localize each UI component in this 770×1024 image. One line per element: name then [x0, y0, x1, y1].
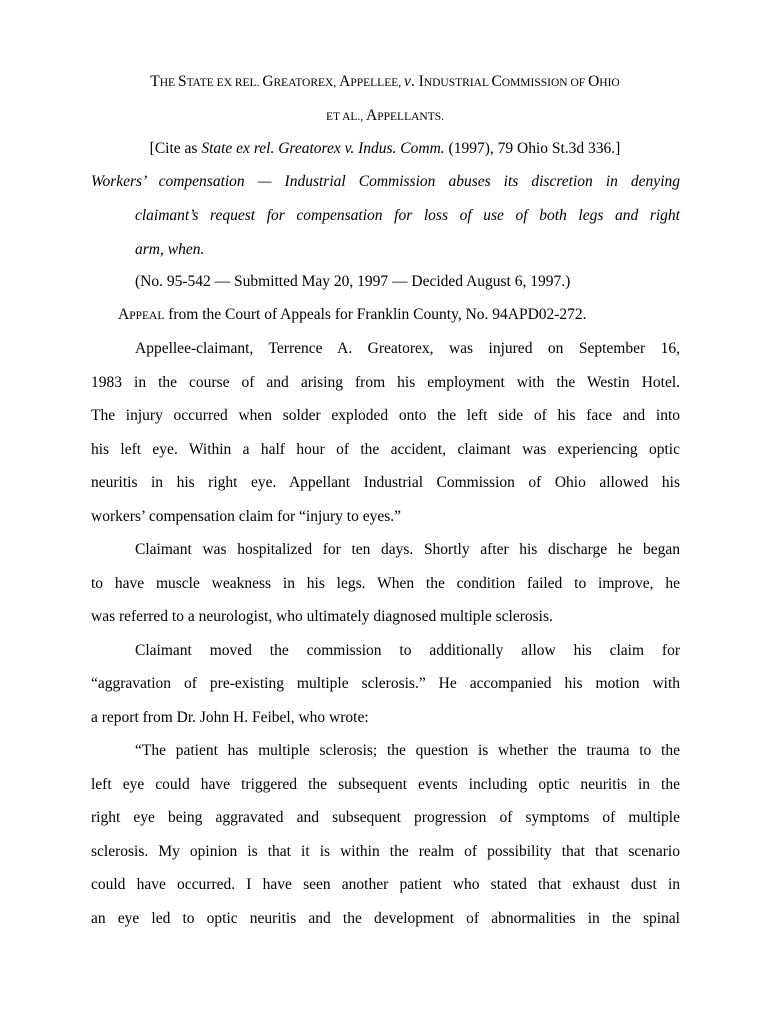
title-versus: v — [404, 73, 411, 90]
docket-line: (No. 95-542 — Submitted May 20, 1997 — Decided August 6, 1997.) — [135, 273, 571, 290]
body-line: an eye led to optic neuritis and the development of abnormalities in the spinal — [91, 910, 680, 927]
title-text: HE — [159, 77, 178, 89]
title-text: I — [418, 73, 424, 90]
body-line: left eye could have triggered the subsequent events including optic neuritis in the — [91, 776, 680, 793]
body-line: 1983 in the course of and arising from his employment with the Westin Hotel. — [91, 374, 680, 391]
body-line: to have muscle weakness in his legs. When the condition failed to improve, he — [91, 575, 680, 592]
title-text: PPELLEE, — [350, 77, 404, 89]
title-text: ET AL., — [325, 111, 367, 123]
body-line: sclerosis. My opinion is that it is within the realm of possibility that that scenario — [91, 843, 680, 860]
title-text: G — [262, 73, 274, 90]
title-text: A — [366, 107, 378, 124]
body-line: Appellee-claimant, Terrence A. Greatorex, was injured on September 16, — [135, 340, 680, 357]
body-line: Claimant moved the commission to additionally allow his claim for — [135, 642, 680, 659]
body-line: Claimant was hospitalized for ten days. Shortly after his discharge he began — [135, 541, 680, 558]
title-text: C — [491, 73, 502, 90]
body-line: his left eye. Within a half hour of the accident, claimant was experiencing optic — [91, 441, 680, 458]
appeal-text: PPEAL — [129, 310, 165, 322]
title-text: A — [339, 73, 351, 90]
body-line: workers’ compensation claim for “injury to eyes.” — [91, 508, 402, 525]
title-text: TATE EX REL. — [186, 77, 263, 89]
body-line: a report from Dr. John H. Feibel, who wrote: — [91, 709, 369, 726]
body-line: was referred to a neurologist, who ultimately diagnosed multiple sclerosis. — [91, 608, 553, 625]
citation-prefix: [Cite as — [149, 140, 202, 157]
body-line: “aggravation of pre-existing multiple sclerosis.” He accompanied his motion with — [91, 675, 680, 692]
syllabus-line-3: arm, when. — [135, 241, 205, 258]
title-text: NDUSTRIAL — [423, 77, 492, 89]
title-text: S — [177, 73, 187, 90]
appeal-line — [118, 305, 698, 326]
citation-line — [0, 139, 770, 159]
citation-suffix: (1997), 79 Ohio St.3d 336.] — [444, 140, 621, 157]
title-text: OMMISSION OF — [501, 77, 589, 89]
title-text: REATOREX, — [273, 77, 340, 89]
case-title-line-2 — [0, 106, 770, 127]
syllabus-line-2: claimant’s request for compensation for loss of use of both legs and right — [135, 207, 680, 224]
title-text: O — [588, 73, 600, 90]
appeal-text: A — [118, 306, 130, 323]
appeal-text: from the Court of Appeals for Franklin County, No. 94APD02-272. — [164, 306, 587, 323]
title-text: . — [410, 73, 419, 90]
body-line: neuritis in his right eye. Appellant Industrial Commission of Ohio allowed his — [91, 474, 680, 491]
case-title-line-1 — [0, 72, 770, 93]
syllabus-line-1: Workers’ compensation — Industrial Commission abuses its discretion in denying — [91, 173, 680, 190]
title-text: HIO — [599, 77, 620, 89]
title-text: T — [150, 73, 160, 90]
title-text: PPELLANTS. — [377, 111, 445, 123]
body-line: could have occurred. I have seen another patient who stated that exhaust dust in — [91, 876, 680, 893]
body-line: The injury occurred when solder exploded onto the left side of his face and into — [91, 407, 680, 424]
body-line: “The patient has multiple sclerosis; the question is whether the trauma to the — [135, 742, 680, 759]
body-line: right eye being aggravated and subsequent progression of symptoms of multiple — [91, 809, 680, 826]
citation-case-name: State ex rel. Greatorex v. Indus. Comm. — [201, 140, 445, 157]
